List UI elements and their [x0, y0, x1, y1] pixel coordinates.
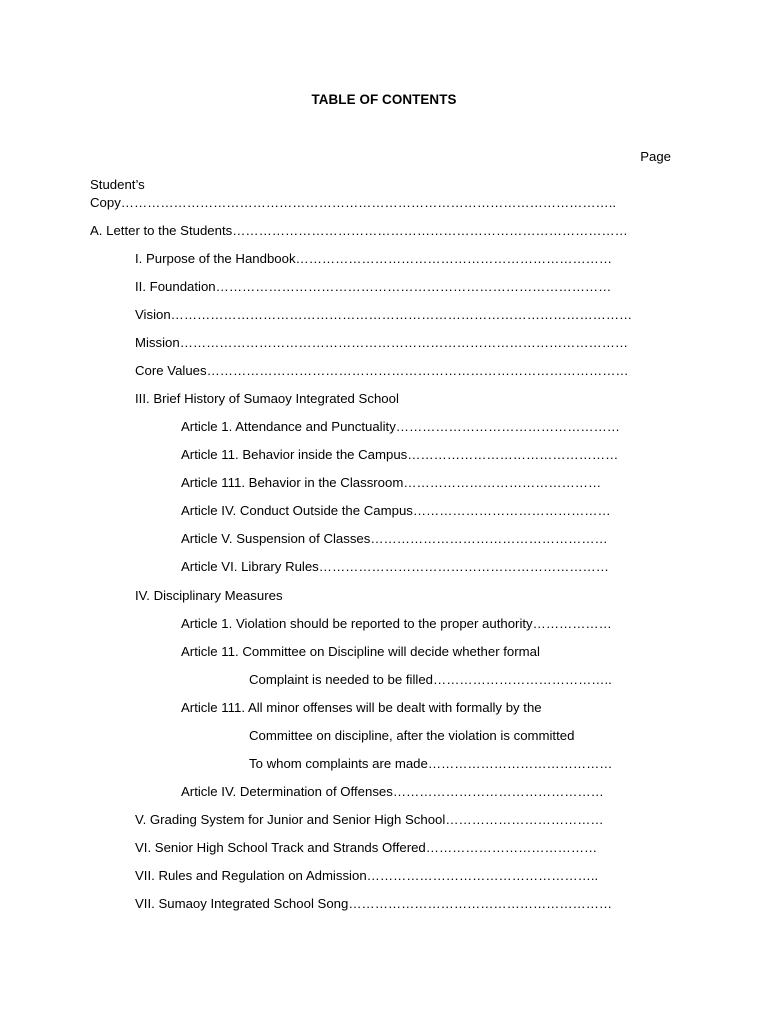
toc-entry-article-11-complaint: Complaint is needed to be filled…………………………………..: [249, 672, 612, 687]
toc-entry-mission: Mission…………………………………………………………………………………………: [135, 335, 629, 350]
page-column-header: Page: [640, 149, 671, 164]
toc-entry-core-values: Core Values……………………………………………………………………………………: [135, 363, 629, 378]
toc-entry-article-111-minor-offenses: Article 111. All minor offenses will be dealt with formally by the: [181, 700, 542, 715]
toc-entry-article-111-complaints: To whom complaints are made……………………………………: [249, 756, 613, 771]
toc-entry-brief-history: III. Brief History of Sumaoy Integrated School: [135, 391, 399, 406]
toc-entry-school-song: VII. Sumaoy Integrated School Song……………………………………………………: [135, 896, 613, 911]
toc-entry-disciplinary-measures: IV. Disciplinary Measures: [135, 588, 283, 603]
toc-entry-article-iv-offenses: Article IV. Determination of Offenses…………………………………………: [181, 784, 604, 799]
toc-entry-article-1-attendance: Article 1. Attendance and Punctuality……………………………………………: [181, 419, 620, 434]
toc-entry-students-copy: Copy…………………………………………………………………………………………………..: [90, 195, 617, 210]
toc-entry-article-iv-conduct: Article IV. Conduct Outside the Campus………………………………………: [181, 503, 611, 518]
toc-entry-article-11-behavior-campus: Article 11. Behavior inside the Campus…………………………………………: [181, 447, 619, 462]
toc-entry-purpose-of-handbook: I. Purpose of the Handbook………………………………………………………………: [135, 251, 613, 266]
toc-entry-students-copy-label: Student’s: [90, 177, 145, 192]
toc-entry-grading-system: V. Grading System for Junior and Senior High School………………………………: [135, 812, 604, 827]
toc-entry-article-1-violation: Article 1. Violation should be reported to the proper authority………………: [181, 616, 612, 631]
toc-entry-article-v-suspension: Article V. Suspension of Classes………………………………………………: [181, 531, 608, 546]
toc-entry-article-vi-library: Article VI. Library Rules…………………………………………………………: [181, 559, 609, 574]
toc-entry-article-111-committee: Committee on discipline, after the violation is committed: [249, 728, 575, 743]
toc-entry-article-11-committee: Article 11. Committee on Discipline will decide whether formal: [181, 644, 540, 659]
toc-entry-letter-to-students: A. Letter to the Students………………………………………………………………………………: [90, 223, 628, 238]
toc-entry-article-111-behavior-classroom: Article 111. Behavior in the Classroom………………………………………: [181, 475, 602, 490]
toc-entry-rules-admission: VII. Rules and Regulation on Admission……………………………………………..: [135, 868, 599, 883]
page-title: TABLE OF CONTENTS: [311, 92, 457, 107]
toc-entry-vision: Vision……………………………………………………………………………………………: [135, 307, 633, 322]
toc-entry-shs-track: VI. Senior High School Track and Strands Offered…………………………………: [135, 840, 598, 855]
toc-entry-foundation: II. Foundation………………………………………………………………………………: [135, 279, 612, 294]
